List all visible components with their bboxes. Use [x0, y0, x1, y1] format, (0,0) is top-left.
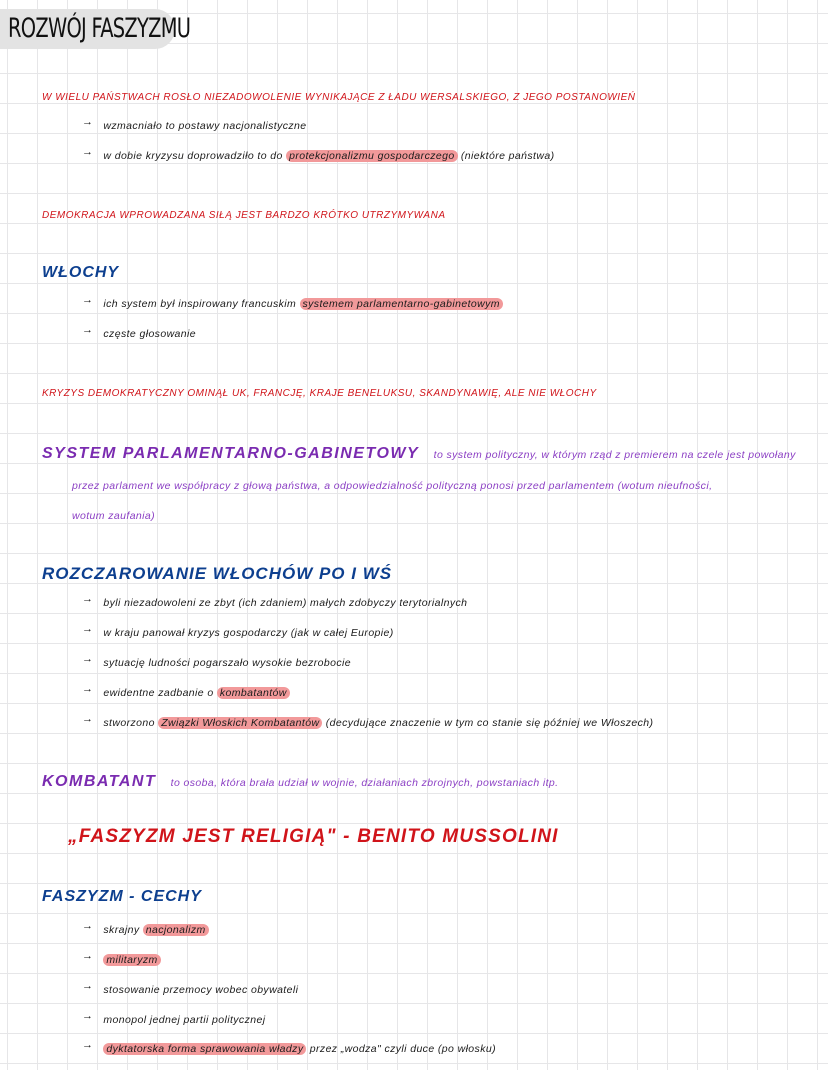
- arrow-icon: →: [82, 683, 94, 695]
- features-bullet-2: [82, 950, 161, 966]
- section-heading-features: FASZYZM - CECHY: [42, 888, 202, 905]
- arrow-icon: →: [82, 980, 94, 992]
- disappointment-bullet-1: [82, 593, 468, 609]
- crisis-note: KRYZYS DEMOKRATYCZNY OMINĄŁ UK, FRANCJĘ, KRAJE BENELUKSU, SKANDYNAWIĘ, ALE NIE WŁOCHY: [42, 388, 597, 399]
- bullet-text: ewidentne zadbanie o: [103, 687, 217, 699]
- highlighted-term: dyktatorska forma sprawowania władzy: [103, 1043, 306, 1055]
- italy-bullet-1: [82, 294, 503, 310]
- arrow-icon: →: [82, 324, 94, 336]
- bullet-text: byli niezadowoleni ze zbyt (ich zdaniem) małych zdobyczy terytorialnych: [103, 597, 468, 609]
- arrow-icon: →: [82, 1039, 94, 1051]
- section-heading-disappointment: ROZCZAROWANIE WŁOCHÓW PO I WŚ: [42, 564, 393, 583]
- intro-bullet-1: [82, 116, 307, 132]
- arrow-icon: →: [82, 1010, 94, 1022]
- definition-combatant: [42, 773, 559, 791]
- disappointment-bullet-2: [82, 623, 394, 639]
- definition-text-line3: wotum zaufania): [72, 510, 156, 522]
- definition-text: to system polityczny, w którym rząd z premierem na czele jest powołany: [433, 449, 796, 461]
- bullet-suffix: przez „wodza" czyli duce (po włosku): [306, 1043, 496, 1055]
- bullet-text: monopol jednej partii politycznej: [103, 1014, 266, 1026]
- arrow-icon: →: [82, 653, 94, 665]
- bullet-text: sytuację ludności pogarszało wysokie bezrobocie: [103, 657, 351, 669]
- bullet-suffix: (niektóre państwa): [457, 150, 555, 162]
- features-bullet-3: [82, 980, 299, 996]
- arrow-icon: →: [82, 294, 94, 306]
- disappointment-bullet-5: [82, 713, 654, 729]
- bullet-text: wzmacniało to postawy nacjonalistyczne: [103, 120, 307, 132]
- section-heading-italy: WŁOCHY: [42, 264, 120, 281]
- highlighted-term: nacjonalizm: [143, 924, 209, 936]
- definition-term: SYSTEM PARLAMENTARNO-GABINETOWY: [42, 445, 420, 462]
- features-bullet-1: [82, 920, 209, 936]
- highlighted-term: Związki Włoskich Kombatantów: [158, 717, 322, 729]
- intro-statement: W WIELU PAŃSTWACH ROSŁO NIEZADOWOLENIE WYNIKAJĄCE Z ŁADU WERSALSKIEGO, Z JEGO POSTANOWIEŃ: [42, 92, 636, 103]
- arrow-icon: →: [82, 146, 94, 158]
- bullet-text: w kraju panował kryzys gospodarczy (jak w całej Europie): [103, 627, 394, 639]
- arrow-icon: →: [82, 713, 94, 725]
- bullet-text: ich system był inspirowany francuskim: [103, 298, 300, 310]
- definition-text-line2: przez parlament we współpracy z głową państwa, a odpowiedzialność polityczną ponosi przed parlamentem (wotum nieufności,: [72, 480, 713, 492]
- democracy-note: DEMOKRACJA WPROWADZANA SIŁĄ JEST BARDZO KRÓTKO UTRZYMYWANA: [42, 210, 446, 221]
- bullet-text: stosowanie przemocy wobec obywateli: [103, 984, 299, 996]
- arrow-icon: →: [82, 116, 94, 128]
- features-bullet-4: [82, 1010, 266, 1026]
- bullet-text: w dobie kryzysu doprowadziło to do: [103, 150, 287, 162]
- highlighted-term: kombatantów: [217, 687, 290, 699]
- highlighted-term: systemem parlamentarno-gabinetowym: [300, 298, 503, 310]
- intro-bullet-2: [82, 146, 555, 162]
- highlighted-term: protekcjonalizmu gospodarczego: [286, 150, 458, 162]
- arrow-icon: →: [82, 593, 94, 605]
- bullet-suffix: (decydujące znaczenie w tym co stanie się później we Włoszech): [322, 717, 654, 729]
- mussolini-quote: „FASZYZM JEST RELIGIĄ" - BENITO MUSSOLINI: [68, 826, 559, 847]
- italy-bullet-2: [82, 324, 197, 340]
- arrow-icon: →: [82, 623, 94, 635]
- definition-text: to osoba, która brała udział w wojnie, działaniach zbrojnych, powstaniach itp.: [170, 777, 559, 789]
- bullet-text: częste głosowanie: [103, 328, 197, 340]
- disappointment-bullet-3: [82, 653, 351, 669]
- arrow-icon: →: [82, 920, 94, 932]
- page-title: ROZWÓJ FASZYZMU: [8, 13, 191, 44]
- highlighted-term: militaryzm: [103, 954, 160, 966]
- arrow-icon: →: [82, 950, 94, 962]
- features-bullet-5: [82, 1039, 496, 1055]
- bullet-text: skrajny: [103, 924, 143, 936]
- definition-system: [42, 445, 796, 463]
- disappointment-bullet-4: [82, 683, 290, 699]
- bullet-text: stworzono: [103, 717, 159, 729]
- definition-term: KOMBATANT: [42, 773, 157, 790]
